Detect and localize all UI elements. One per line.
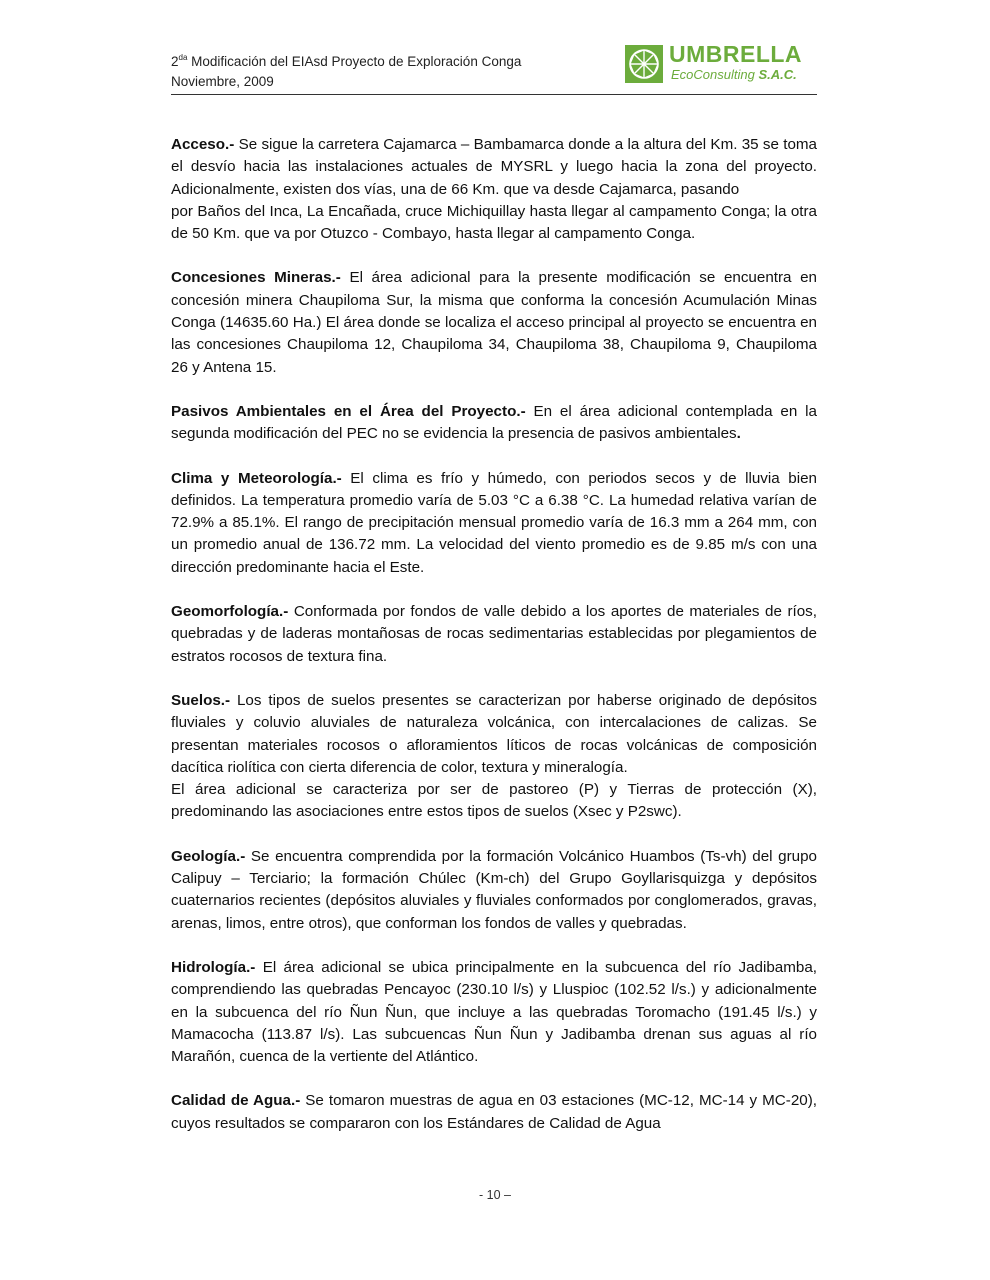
section-text: El clima es frío y húmedo, con periodos secos y de lluvia bien definidos. La temperatura promedio varía de 5.03 °C a 6.38 °C. La humedad relativa varían de 72.9% a 85.1%. El rango de precipitación mensual promedio varía de 16.3 mm a 264 mm, con un promedio anual de 136.72 mm. La velocidad del viento promedio es de 9.85 m/s con una dirección predominante hacia el Este. [171,469,817,576]
document-date: Noviembre, 2009 [171,74,274,89]
section-geologia [171,846,817,935]
section-title: Acceso.- [171,136,235,153]
section-text: El área adicional se caracteriza por ser de pastoreo (P) y Tierras de protección (X), predominando las asociaciones entre estos tipos de suelos (Xsec y P2swc). [171,781,817,821]
umbrella-logo [625,41,815,84]
section-title: Clima y Meteorología.- [171,469,342,487]
section-hidrologia [171,957,817,1068]
section-concesiones [171,267,817,378]
document-title: $2^{da}$ Modificación del EIAsd Proyecto de Exploración Conga [171,53,522,69]
section-title: Hidrología.- [171,958,256,976]
section-acceso-continued [171,201,817,246]
page-header [171,41,817,95]
section-acceso [171,134,817,201]
section-title: Geomorfología.- [171,603,289,621]
header-text [171,52,521,92]
page-number: - 10 – [479,1188,511,1202]
section-text: Conformada por fondos de valle debido a los aportes de materiales de ríos, quebradas y de laderas montañosas de rocas sedimentarias establecidas por plegamientos de estratos rocosos de textura fina. [171,603,817,665]
section-suelos-continued [171,779,817,824]
section-pasivos: Pasivos Ambientales en el Área del Proyecto.- En el área adicional contemplada en la segunda modificación del PEC no se evidencia la presencia de pasivos ambientales. [171,402,817,443]
section-title: Geología.- [171,847,246,865]
section-title: Pasivos Ambientales en el Área del Proyecto.- [171,402,526,420]
section-geomorfologia [171,601,817,668]
umbrella-logo-icon [625,45,663,83]
section-title: Suelos.- [171,691,231,709]
section-suelos [171,690,817,779]
section-clima [171,468,817,579]
section-text: Los tipos de suelos presentes se caracterizan por haberse originado de depósitos fluviales y coluvio aluviales de naturaleza volcánica, con intercalaciones de calizas. Se presentan materiales rocosos o afloramientos líticos de rocas volcánicas de composición dacítica riolítica con cierta diferencia de color, textura y mineralogía. [171,691,817,776]
section-text: El área adicional se ubica principalmente en la subcuenca del río Jadibamba, comprendiendo las quebradas Pencayoc (230.10 l/s) y Lluspioc (102.52 l/s.) y adicionalmente en la subcuenca del río Ñun Ñun, que incluye a las quebradas Toromacho (191.45 l/s.) y Mamacocha (113.87 l/s). Las subcuencas Ñun Ñun y Jadibamba drenan sus aguas al río Marañón, cuenca de la vertiente del Atlántico. [171,958,817,1066]
section-text: Se sigue la carretera Cajamarca – Bambamarca donde a la altura del Km. 35 se toma el desvío hacia las instalaciones actuales de MYSRL y luego hacia la zona del proyecto. Adicionalmente, existen dos vías, una de 66 Km. que va desde Cajamarca, pasando [171,136,817,198]
section-text: por Baños del Inca, La Encañada, cruce Michiquillay hasta llegar al campamento Conga; la otra de 50 Km. que va por Otuzco - Combayo, hasta llegar al campamento Conga. [171,202,817,243]
logo-title: UMBRELLA [669,41,803,67]
logo-subtitle: EcoConsulting S.A.C. [671,67,797,82]
section-text: En el área adicional contemplada en la segunda modificación del PEC no se evidencia la presencia de pasivos ambientales [171,402,817,443]
document-body [171,134,817,1157]
section-title: Concesiones Mineras.- [171,269,341,287]
section-text: El área adicional para la presente modificación se encuentra en concesión minera Chaupiloma Sur, la misma que conforma la concesión Acumulación Minas Conga (14635.60 Ha.) El área donde se localiza el acceso principal al proyecto se encuentra en las concesiones Chaupiloma 12, Chaupiloma 34, Chaupiloma 38, Chaupiloma 9, Chaupiloma 26 y Antena 15. [171,269,817,376]
section-title: Calidad de Agua.- [171,1092,301,1110]
section-text: Se tomaron muestras de agua en 03 estaciones (MC-12, MC-14 y MC-20), cuyos resultados se compararon con los Estándares de Calidad de Agua [171,1092,817,1132]
section-calidad-agua [171,1090,817,1135]
section-text: Se encuentra comprendida por la formación Volcánico Huambos (Ts-vh) del grupo Calipuy – Terciario; la formación Chúlec (Km-ch) del Grupo Goyllarisquizga y depósitos cuaternarios recientes (depósitos aluviales y fluviales conformados por conglomerados, gravas, arenas, limos, entre otros), que conforman los fondos de valles y quebradas. [171,847,817,932]
